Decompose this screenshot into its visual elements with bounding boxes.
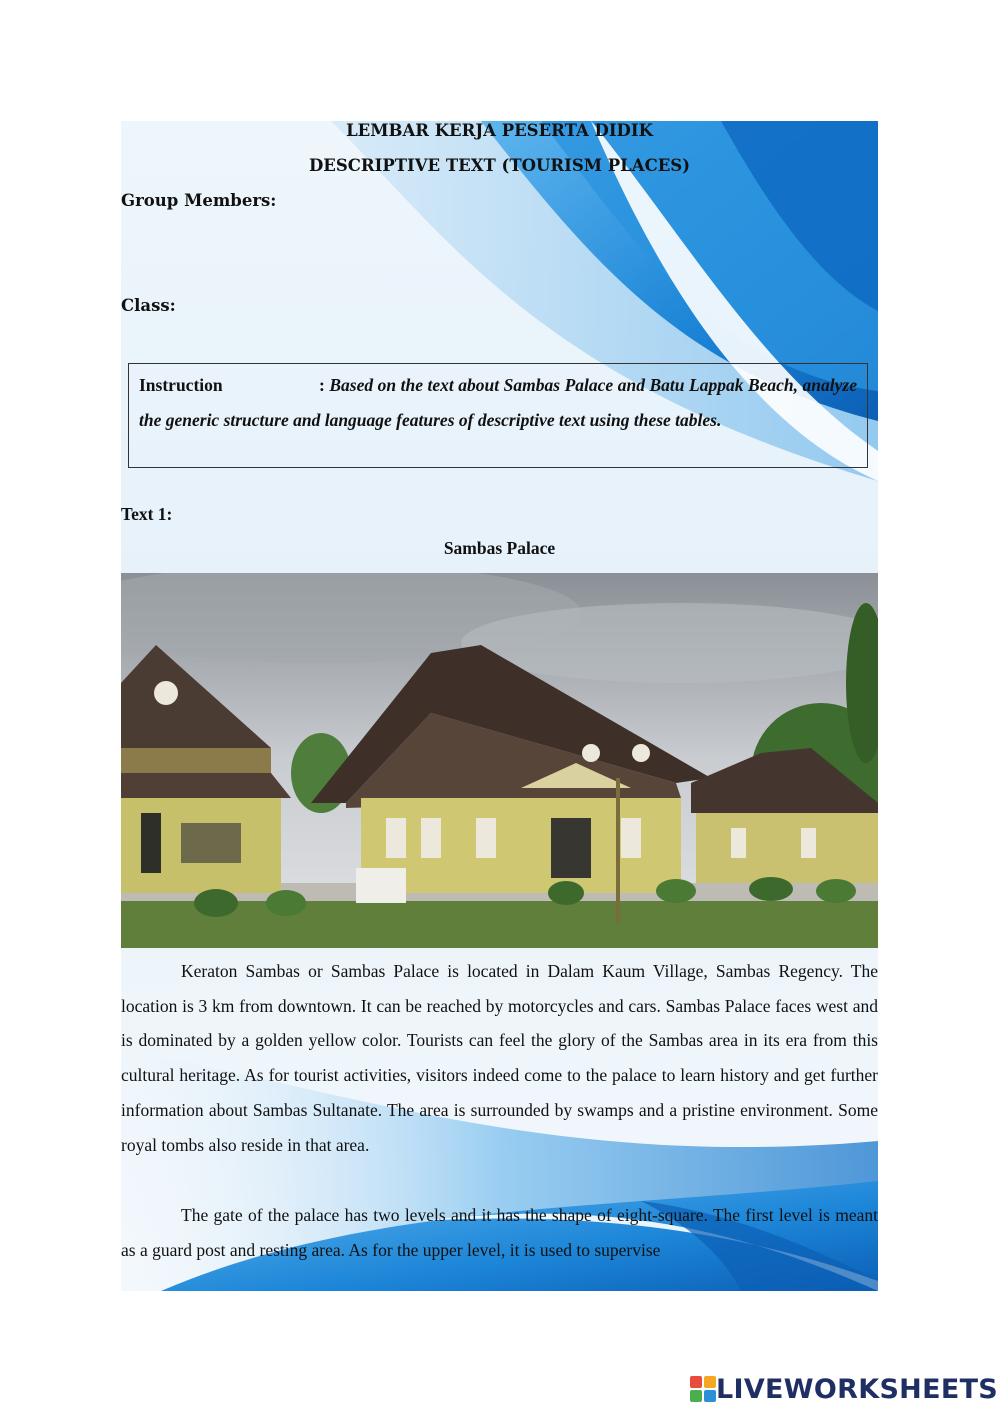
- instruction-box: [128, 363, 868, 468]
- text1-label: Text 1:: [121, 504, 173, 524]
- text1-title: Sambas Palace: [443, 538, 556, 558]
- text1-paragraph-1-text: Keraton Sambas or Sambas Palace is located in Dalam Kaum Village, Sambas Regency. The location is 3 km from downtown. It can be reached by motorcycles and cars. Sambas Palace faces west and is dominated by a golden yellow color. Tourists can feel the glory of the Sambas area in its era from this cultural heritage. As for tourist activities, visitors indeed come to the palace to learn history and get further information about Sambas Sultanate. The area is surrounded by swamps and a pristine environment. Some royal tombs also reside in that area.: [121, 961, 878, 1155]
- liveworksheets-logo-text: LIVEWORKSHEETS: [716, 1373, 999, 1405]
- liveworksheets-logo: [690, 1374, 998, 1404]
- instruction-separator: :: [319, 375, 325, 395]
- text1-paragraph-2: [121, 1198, 878, 1267]
- class-label: Class:: [121, 296, 176, 315]
- worksheet-title: LEMBAR KERJA PESERTA DIDIK: [346, 121, 653, 140]
- worksheet-page: [121, 121, 878, 1291]
- sambas-palace-photo: [121, 573, 878, 948]
- text1-paragraph-2-text: The gate of the palace has two levels and it has the shape of eight-square. The first level is meant as a guard post and resting area. As for the upper level, it is used to supervise: [121, 1205, 878, 1260]
- liveworksheets-logo-icon: [690, 1376, 716, 1402]
- group-members-label: Group Members:: [121, 191, 277, 210]
- text1-paragraph-1: [121, 954, 878, 1162]
- worksheet-subtitle: DESCRIPTIVE TEXT (TOURISM PLACES): [308, 156, 690, 175]
- instruction-text: Based on the text about Sambas Palace and Batu Lappak Beach, analyze the generic structure and language features of descriptive text using these tables.: [139, 375, 857, 430]
- instruction-label: Instruction: [139, 375, 223, 395]
